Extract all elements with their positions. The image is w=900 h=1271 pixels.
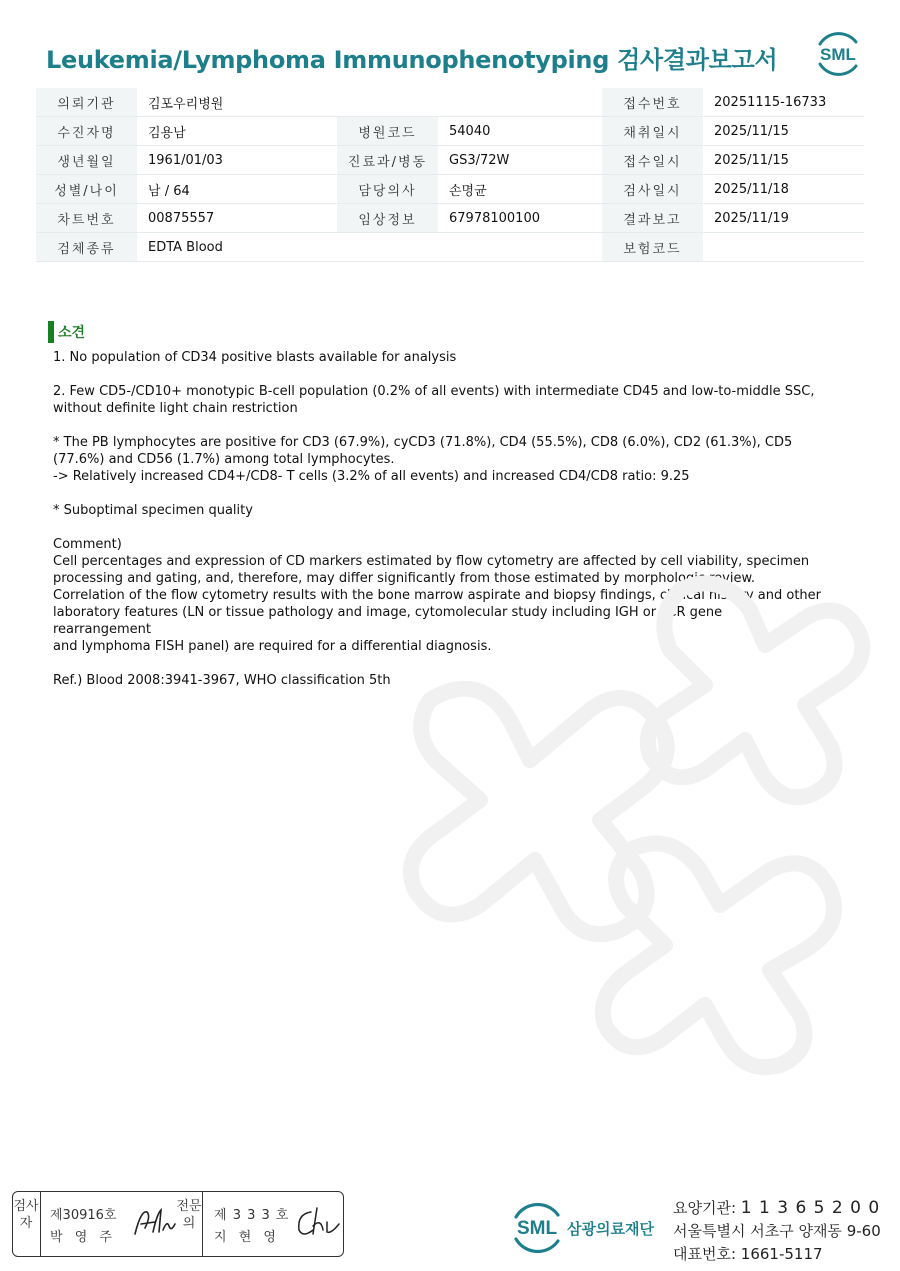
heading-marker xyxy=(48,321,54,343)
tester-label: 검사자 xyxy=(13,1199,39,1231)
info-label: 보험코드 xyxy=(602,233,703,262)
info-label: 채취일시 xyxy=(602,117,703,146)
info-label: 생년월일 xyxy=(36,146,137,175)
info-label: 접수일시 xyxy=(602,146,703,175)
info-label xyxy=(337,88,438,117)
report-title: Leukemia/Lymphoma Immunophenotyping 검사결과보고서 xyxy=(46,46,778,74)
finding-paragraph: * The PB lymphocytes are positive for CD3 (67.9%), cyCD3 (71.8%), CD4 (55.5%), CD8 (6.0%), CD2 (61.3%), CD5 (77.6%) and CD56 (1.7%) among total lymphocytes. -> Relatively increased CD4+/CD8- T cells (3.2% of all events) and increased CD4/CD8 ratio: 9.25 xyxy=(53,435,793,484)
info-row xyxy=(36,146,864,175)
footer-info xyxy=(673,1197,881,1266)
specialist-signature-icon xyxy=(295,1204,341,1240)
info-value: 손명균 xyxy=(438,175,602,204)
signature-box xyxy=(12,1191,344,1257)
info-label xyxy=(337,233,438,262)
footer-logo-text: SML xyxy=(516,1218,558,1239)
info-value: EDTA Blood xyxy=(137,233,337,262)
info-value: 김포우리병원 xyxy=(137,88,337,117)
finding-paragraph: 1. No population of CD34 positive blasts available for analysis xyxy=(53,350,457,365)
info-label: 병원코드 xyxy=(337,117,438,146)
specialist-number: 제 3 3 3 호 xyxy=(214,1208,290,1223)
cross-watermark-icon xyxy=(360,560,880,1080)
findings-heading xyxy=(48,320,85,344)
info-value: 2025/11/15 xyxy=(703,117,864,146)
patient-info-table xyxy=(36,88,864,262)
info-value xyxy=(438,88,602,117)
info-value: 2025/11/15 xyxy=(703,146,864,175)
info-label: 임상정보 xyxy=(337,204,438,233)
info-row xyxy=(36,233,864,262)
info-value: 김용남 xyxy=(137,117,337,146)
info-label: 검사일시 xyxy=(602,175,703,204)
info-value: 67978100100 xyxy=(438,204,602,233)
finding-paragraph: 2. Few CD5-/CD10+ monotypic B-cell population (0.2% of all events) with intermediate CD45 and low-to-middle SSC, without definite light chain restriction xyxy=(53,384,815,416)
finding-paragraph: Comment) Cell percentages and expression of CD markers estimated by flow cytometry are affected by cell viability, specimen processing and gating, and, therefore, may differ significantly from those estimated by morphologic review. Correlation of the flow cytometry results with the bone marrow aspirate and biopsy findings, clinical history and other laboratory features (LN or tissue pathology and image, cytomolecular study including IGH or TCR gene rearrangement and lymphoma FISH panel) are required for a differential diagnosis. xyxy=(53,537,822,654)
info-row xyxy=(36,204,864,233)
specialist-label: 전문의 xyxy=(176,1199,202,1231)
phone-value: 1661-5117 xyxy=(740,1245,823,1263)
info-label: 결과보고 xyxy=(602,204,703,233)
info-value xyxy=(703,233,864,262)
footer-sml-logo xyxy=(508,1197,566,1257)
info-label: 차트번호 xyxy=(36,204,137,233)
footer-org-name: 삼광의료재단 xyxy=(567,1220,654,1238)
info-label: 접수번호 xyxy=(602,88,703,117)
info-label: 진료과/병동 xyxy=(337,146,438,175)
info-value: 남 / 64 xyxy=(137,175,337,204)
info-label: 담당의사 xyxy=(337,175,438,204)
finding-paragraph: * Suboptimal specimen quality xyxy=(53,503,253,518)
info-label: 검체종류 xyxy=(36,233,137,262)
info-row xyxy=(36,88,864,117)
info-value: 2025/11/18 xyxy=(703,175,864,204)
info-row xyxy=(36,117,864,146)
info-label: 의뢰기관 xyxy=(36,88,137,117)
tester-number: 제30916호 xyxy=(50,1208,117,1223)
specialist-name: 지 현 영 xyxy=(214,1230,280,1245)
info-value: 00875557 xyxy=(137,204,337,233)
info-value: 54040 xyxy=(438,117,602,146)
tester-name: 박 영 주 xyxy=(50,1230,116,1245)
info-value xyxy=(438,233,602,262)
phone-label: 대표번호: xyxy=(673,1245,741,1263)
findings-heading-text: 소견 xyxy=(58,325,86,341)
sml-logo-text: SML xyxy=(820,45,856,64)
info-value: GS3/72W xyxy=(438,146,602,175)
facility-code-value: 1 1 3 6 5 2 0 0 xyxy=(740,1198,881,1218)
info-label: 성별/나이 xyxy=(36,175,137,204)
finding-paragraph: Ref.) Blood 2008:3941-3967, WHO classification 5th xyxy=(53,673,391,688)
info-value: 1961/01/03 xyxy=(137,146,337,175)
info-label: 수진자명 xyxy=(36,117,137,146)
info-value: 2025/11/19 xyxy=(703,204,864,233)
sml-logo xyxy=(812,30,864,76)
facility-code-label: 요양기관: xyxy=(673,1199,741,1217)
info-value: 20251115-16733 xyxy=(703,88,864,117)
footer-address: 서울특별시 서초구 양재동 9-60 xyxy=(673,1222,881,1240)
info-row xyxy=(36,175,864,204)
